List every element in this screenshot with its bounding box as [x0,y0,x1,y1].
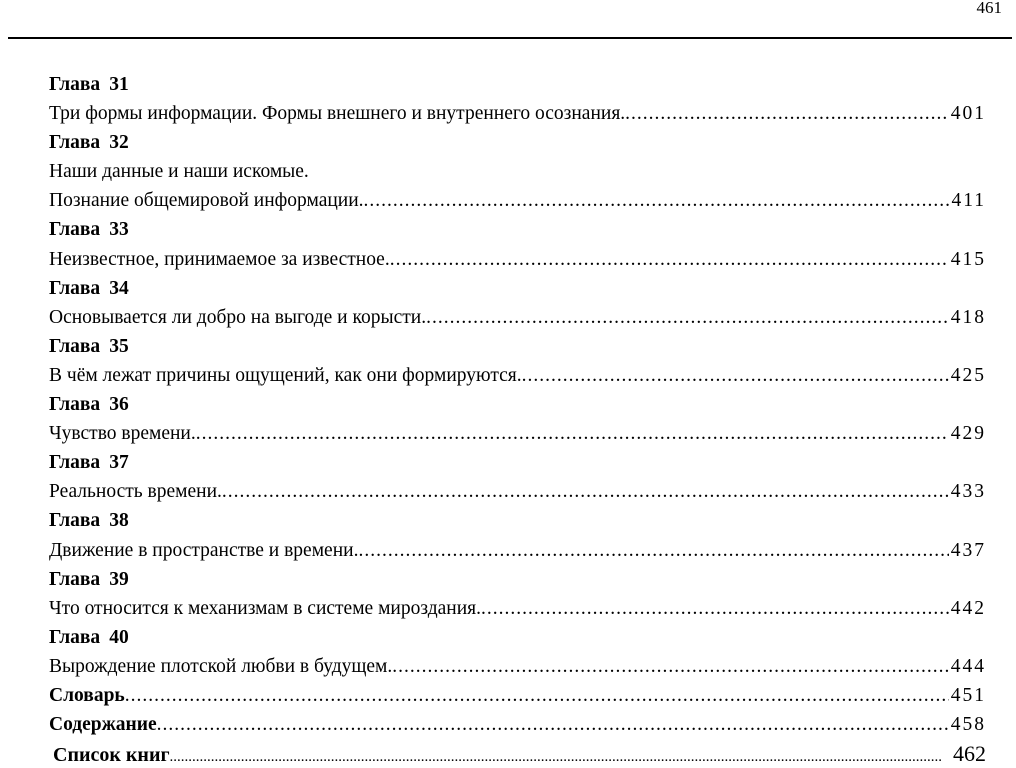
toc-entry[interactable] [49,245,986,274]
toc-entry-subtitle [49,157,986,186]
toc-entry-book-list[interactable] [53,739,986,768]
toc-entry-page: 444 [950,655,986,677]
toc-entry[interactable] [49,303,986,332]
chapter-label: Глава [49,452,101,474]
chapter-number: 34 [109,277,129,299]
chapter-heading-34 [49,274,986,303]
toc-entry-page: 437 [950,539,986,561]
toc-entry-title: Наши данные и наши искомые. [49,161,309,183]
chapter-label: Глава [49,74,101,95]
chapter-number: 40 [109,626,129,648]
chapter-label: Глава [49,219,101,241]
dot-leader [364,186,950,215]
chapter-label: Глава [49,626,101,648]
toc-entry-title: Содержание [49,714,157,736]
dot-leader [170,743,943,768]
toc-entry[interactable] [49,361,986,390]
header-rule [8,37,1012,39]
chapter-number: 38 [109,510,129,532]
chapter-heading-36 [49,390,986,419]
page-number: 461 [976,0,1002,17]
chapter-number: 36 [109,394,129,416]
toc-entry[interactable] [49,652,986,681]
dot-leader [625,99,949,128]
chapter-label: Глава [49,394,101,416]
dot-leader [196,419,949,448]
toc-entry-page: 418 [950,306,986,328]
chapter-heading-37 [49,448,986,477]
chapter-number: 33 [109,219,129,241]
toc-entry-page: 451 [950,684,986,706]
dot-leader [390,245,949,274]
chapter-label: Глава [49,132,101,154]
toc-entry-page: 415 [950,248,986,270]
toc-entry-title: Движение в пространстве и времени. [49,539,359,561]
chapter-heading-33 [49,215,986,244]
toc-entry-page: 411 [951,190,986,212]
toc-entry-page: 425 [950,364,986,386]
toc-entry-page: 458 [950,714,986,736]
chapter-heading-38 [49,506,986,535]
toc-entry-page: 433 [950,481,986,503]
dot-leader [426,303,949,332]
toc-entry-title: Реальность времени. [49,481,222,503]
toc-entry-page: 429 [950,423,986,445]
toc-entry[interactable] [49,99,986,128]
chapter-label: Глава [49,510,101,532]
table-of-contents [49,70,986,768]
chapter-number: 35 [109,335,129,357]
toc-entry-title: Вырождение плотской любви в будущем. [49,655,393,677]
dot-leader [222,477,949,506]
dot-leader [125,681,949,710]
chapter-label: Глава [49,277,101,299]
dot-leader [392,652,948,681]
toc-entry-page: 462 [953,741,986,767]
dot-leader [358,536,948,565]
chapter-heading-35 [49,332,986,361]
chapter-heading-39 [49,565,986,594]
toc-entry[interactable] [49,594,986,623]
toc-entry-title: Основывается ли добро на выгоде и корысти. [49,306,427,328]
toc-entry[interactable] [49,186,986,215]
toc-entry-title: Словарь [49,684,125,706]
chapter-heading-32 [49,128,986,157]
toc-entry-title: Три формы информации. Формы внешнего и внутреннего осознания. [49,103,626,125]
dot-leader [481,594,949,623]
chapter-label: Глава [49,335,101,357]
toc-entry[interactable] [49,536,986,565]
dot-leader [157,710,949,739]
chapter-number: 31 [109,74,129,95]
toc-entry-title: Неизвестное, принимаемое за известное. [49,248,390,270]
toc-entry-contents[interactable] [49,710,986,739]
toc-entry-title: Что относится к механизмам в системе мироздания. [49,597,481,619]
dot-leader [522,361,949,390]
chapter-number: 39 [109,568,129,590]
toc-entry-page: 442 [950,597,986,619]
toc-entry-page: 401 [950,103,986,125]
toc-entry-title: Чувство времени. [49,423,196,445]
toc-entry[interactable] [49,477,986,506]
chapter-heading-31 [49,70,986,99]
toc-entry-title: Список книг [53,744,170,767]
toc-entry-glossary[interactable] [49,681,986,710]
toc-entry-title: В чём лежат причины ощущений, как они формируются. [49,364,522,386]
chapter-number: 37 [109,452,129,474]
toc-entry[interactable] [49,419,986,448]
chapter-label: Глава [49,568,101,590]
chapter-heading-40 [49,623,986,652]
toc-entry-title: Познание общемировой информации. [49,190,364,212]
chapter-number: 32 [109,132,129,154]
